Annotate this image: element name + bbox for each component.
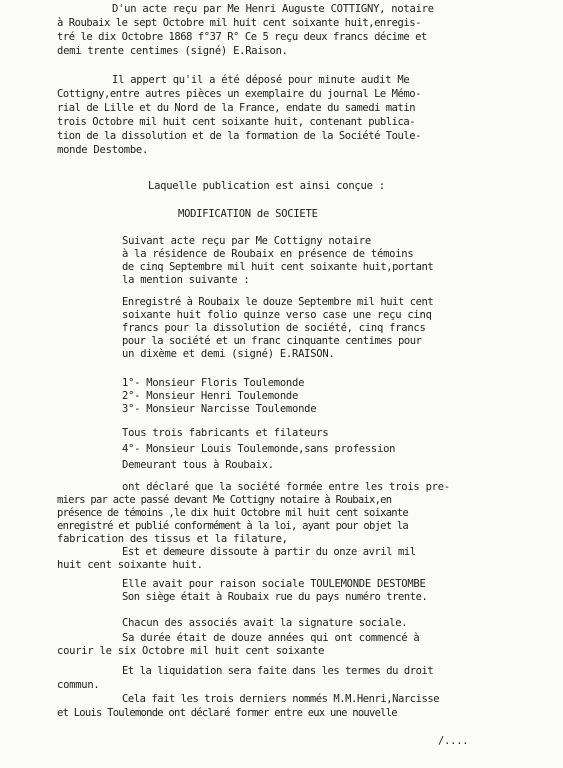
text-line: enregistré et publié conformément à la loi, ayant pour objet la [57,520,409,532]
text-line: à la résidence de Roubaix en présence de témoins [122,248,414,260]
text-line: soixante huit folio quinze verso case une reçu cinq [122,309,432,321]
text-line: et Louis Toulemonde ont déclaré former entre eux une nouvelle [57,707,397,719]
list-item: 3°- Monsieur Narcisse Toulemonde [122,403,317,415]
text-line: courir le six Octobre mil huit cent soixante [57,645,325,657]
list-item: 2°- Monsieur Henri Toulemonde [122,390,299,402]
text-line: rial de Lille et du Nord de la France, endate du samedi matin [57,102,416,114]
text-line: un dixème et demi (signé) E.RAISON. [122,348,335,360]
text-line: Sa durée était de douze années qui ont commencé à [122,632,420,644]
text-line: Il appert qu'il a été déposé pour minute audit Me [112,74,410,86]
list-item: 4°- Monsieur Louis Toulemonde,sans profession [122,443,396,455]
text-line: Cela fait les trois derniers nommés M.M.Henri,Narcisse [122,693,440,705]
text-line: commun. [57,679,100,691]
text-line: D'un acte reçu par Me Henri Auguste COTTIGNY, notaire [112,3,434,15]
text-line: Et la liquidation sera faite dans les termes du droit [122,665,434,677]
text-line: Tous trois fabricants et filateurs [122,427,329,439]
text-line: à Roubaix le sept Octobre mil huit cent soixante huit,enregis- [57,17,422,29]
text-line: de cinq Septembre mil huit cent soixante huit,portant [122,261,434,273]
text-line: Laquelle publication est ainsi conçue : [148,180,385,192]
text-line: tré le dix Octobre 1868 f°37 R° Ce 5 reçu deux francs décime et [57,31,427,43]
text-line: francs pour la dissolution de société, cinq francs [122,322,426,334]
text-line: demi trente centimes (signé) E.Raison. [57,45,288,57]
text-line: Demeurant tous à Roubaix. [122,459,274,471]
text-line: tion de la dissolution et de la formation de la Société Toule- [57,130,422,142]
text-line: huit cent soixante huit. [57,559,203,571]
text-line: miers par acte passé devant Me Cottigny notaire à Roubaix,en [57,494,392,506]
text-line: Suivant acte reçu par Me Cottigny notaire [122,235,371,247]
text-line: fabrication des tissus et la filature, [57,533,288,545]
text-line: monde Destombe. [57,144,149,156]
text-line: Chacun des associés avait la signature sociale. [122,617,408,629]
text-line: pour la société et un franc cinquante centimes pour [122,335,422,347]
text-line: Son siège était à Roubaix rue du pays numéro trente. [122,591,428,603]
text-line: trois Octobre mil huit cent soixante huit, contenant publica- [57,116,416,128]
text-line: Elle avait pour raison sociale TOULEMONDE DESTOMBE [122,578,426,590]
text-line: présence de témoins ,le dix huit Octobre mil huit cent soixante [57,507,409,519]
section-heading: MODIFICATION de SOCIETE [178,208,318,220]
text-line: Est et demeure dissoute à partir du onze avril mil [122,546,416,558]
text-line: Cottigny,entre autres pièces un exemplaire du journal Le Mémo- [57,88,422,100]
text-line: la mention suivante : [122,274,250,286]
continuation-mark: /.... [438,735,469,747]
list-item: 1°- Monsieur Floris Toulemonde [122,377,305,389]
text-line: ont déclaré que la société formée entre les trois pre- [122,481,450,493]
text-line: Enregistré à Roubaix le douze Septembre mil huit cent [122,296,434,308]
